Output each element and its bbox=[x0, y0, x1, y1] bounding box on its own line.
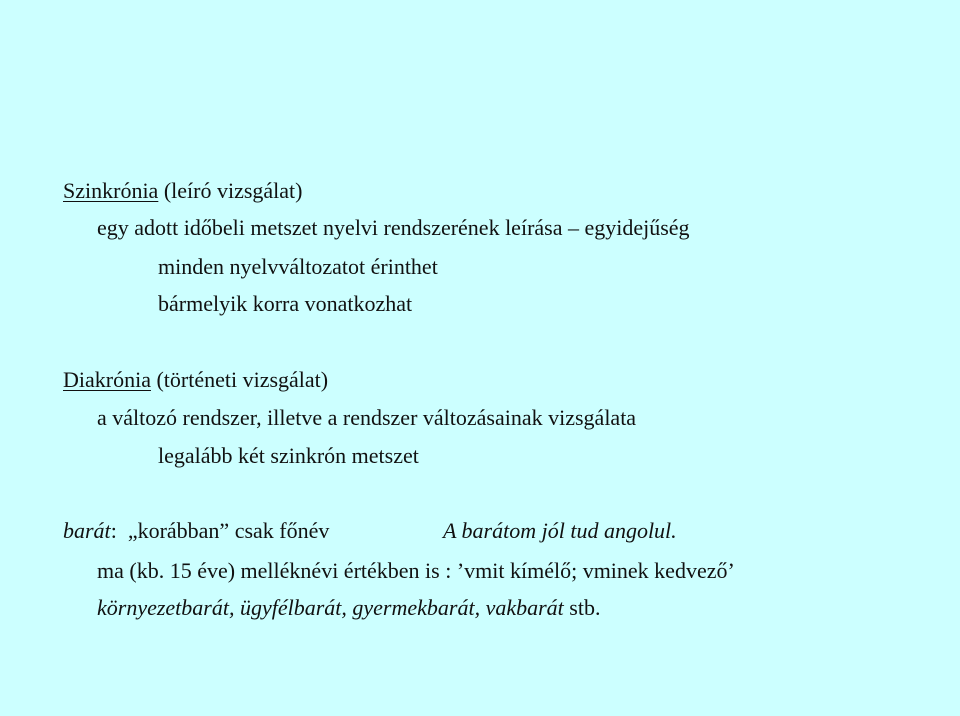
szinkronia-term: Szinkrónia bbox=[63, 178, 159, 203]
szinkronia-definition: egy adott időbeli metszet nyelvi rendszerének leírása – egyidejűség bbox=[97, 215, 690, 240]
example-earlier: „korábban” csak főnév bbox=[127, 518, 330, 543]
example-today: ma (kb. 15 éve) melléknévi értékben is : ’vmit kímélő; vminek kedvező’ bbox=[97, 558, 735, 583]
example-etc: stb. bbox=[563, 595, 601, 620]
szinkronia-qualifier: (leíró vizsgálat) bbox=[158, 178, 303, 203]
diakronia-heading bbox=[63, 367, 328, 393]
diakronia-definition: a változó rendszer, illetve a rendszer változásainak vizsgálata bbox=[97, 405, 637, 430]
example-line bbox=[63, 518, 329, 544]
example-compounds-line bbox=[97, 595, 600, 621]
example-word: barát bbox=[63, 518, 111, 543]
example-compounds: környezetbarát, ügyfélbarát, gyermekbarát, vakbarát bbox=[97, 595, 564, 620]
szinkronia-heading bbox=[63, 178, 303, 204]
diakronia-term: Diakrónia bbox=[63, 367, 151, 392]
example-colon: : bbox=[110, 518, 128, 543]
diakronia-qualifier: (történeti vizsgálat) bbox=[150, 367, 329, 392]
szinkronia-point-1: minden nyelvváltozatot érinthet bbox=[158, 254, 438, 279]
example-sentence: A barátom jól tud angolul. bbox=[443, 518, 677, 543]
szinkronia-point-2: bármelyik korra vonatkozhat bbox=[158, 291, 413, 316]
diakronia-point-1: legalább két szinkrón metszet bbox=[158, 443, 419, 468]
